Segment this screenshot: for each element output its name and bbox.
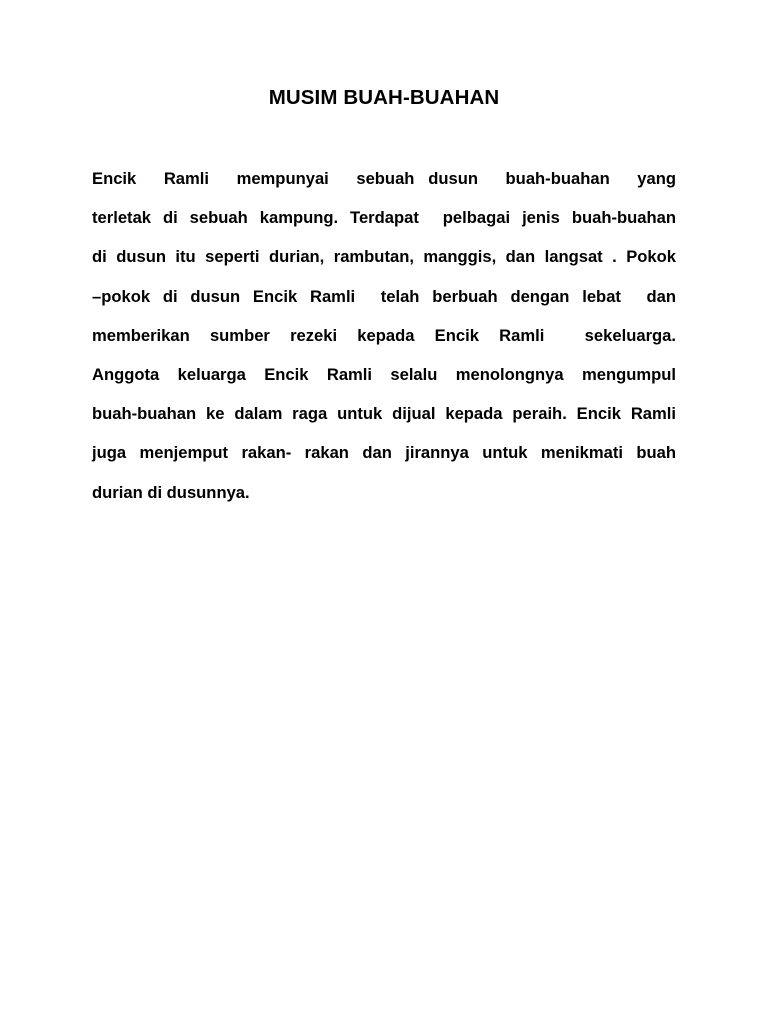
document-title: MUSIM BUAH-BUAHAN <box>268 86 500 109</box>
paragraph-line-7: buah-buahan ke dalam raga untuk dijual kepada peraih. Encik Ramli <box>92 404 676 424</box>
paragraph-line-9: durian di dusunnya. <box>92 482 250 502</box>
document-paragraph <box>92 162 676 515</box>
paragraph-line-5: memberikan sumber rezeki kepada Encik Ramli sekeluarga. <box>92 325 676 345</box>
paragraph-line-4: –pokok di dusun Encik Ramli telah berbuah dengan lebat dan <box>92 286 676 306</box>
paragraph-line-8: juga menjemput rakan- rakan dan jirannya untuk menikmati buah <box>92 443 676 463</box>
paragraph-line-2: terletak di sebuah kampung. Terdapat pelbagai jenis buah-buahan <box>92 208 676 228</box>
paragraph-line-3: di dusun itu seperti durian, rambutan, manggis, dan langsat . Pokok <box>92 247 676 267</box>
paragraph-line-6: Anggota keluarga Encik Ramli selalu menolongnya mengumpul <box>92 364 676 384</box>
paragraph-line-1: Encik Ramli mempunyai sebuah dusun buah-buahan yang <box>92 169 676 188</box>
